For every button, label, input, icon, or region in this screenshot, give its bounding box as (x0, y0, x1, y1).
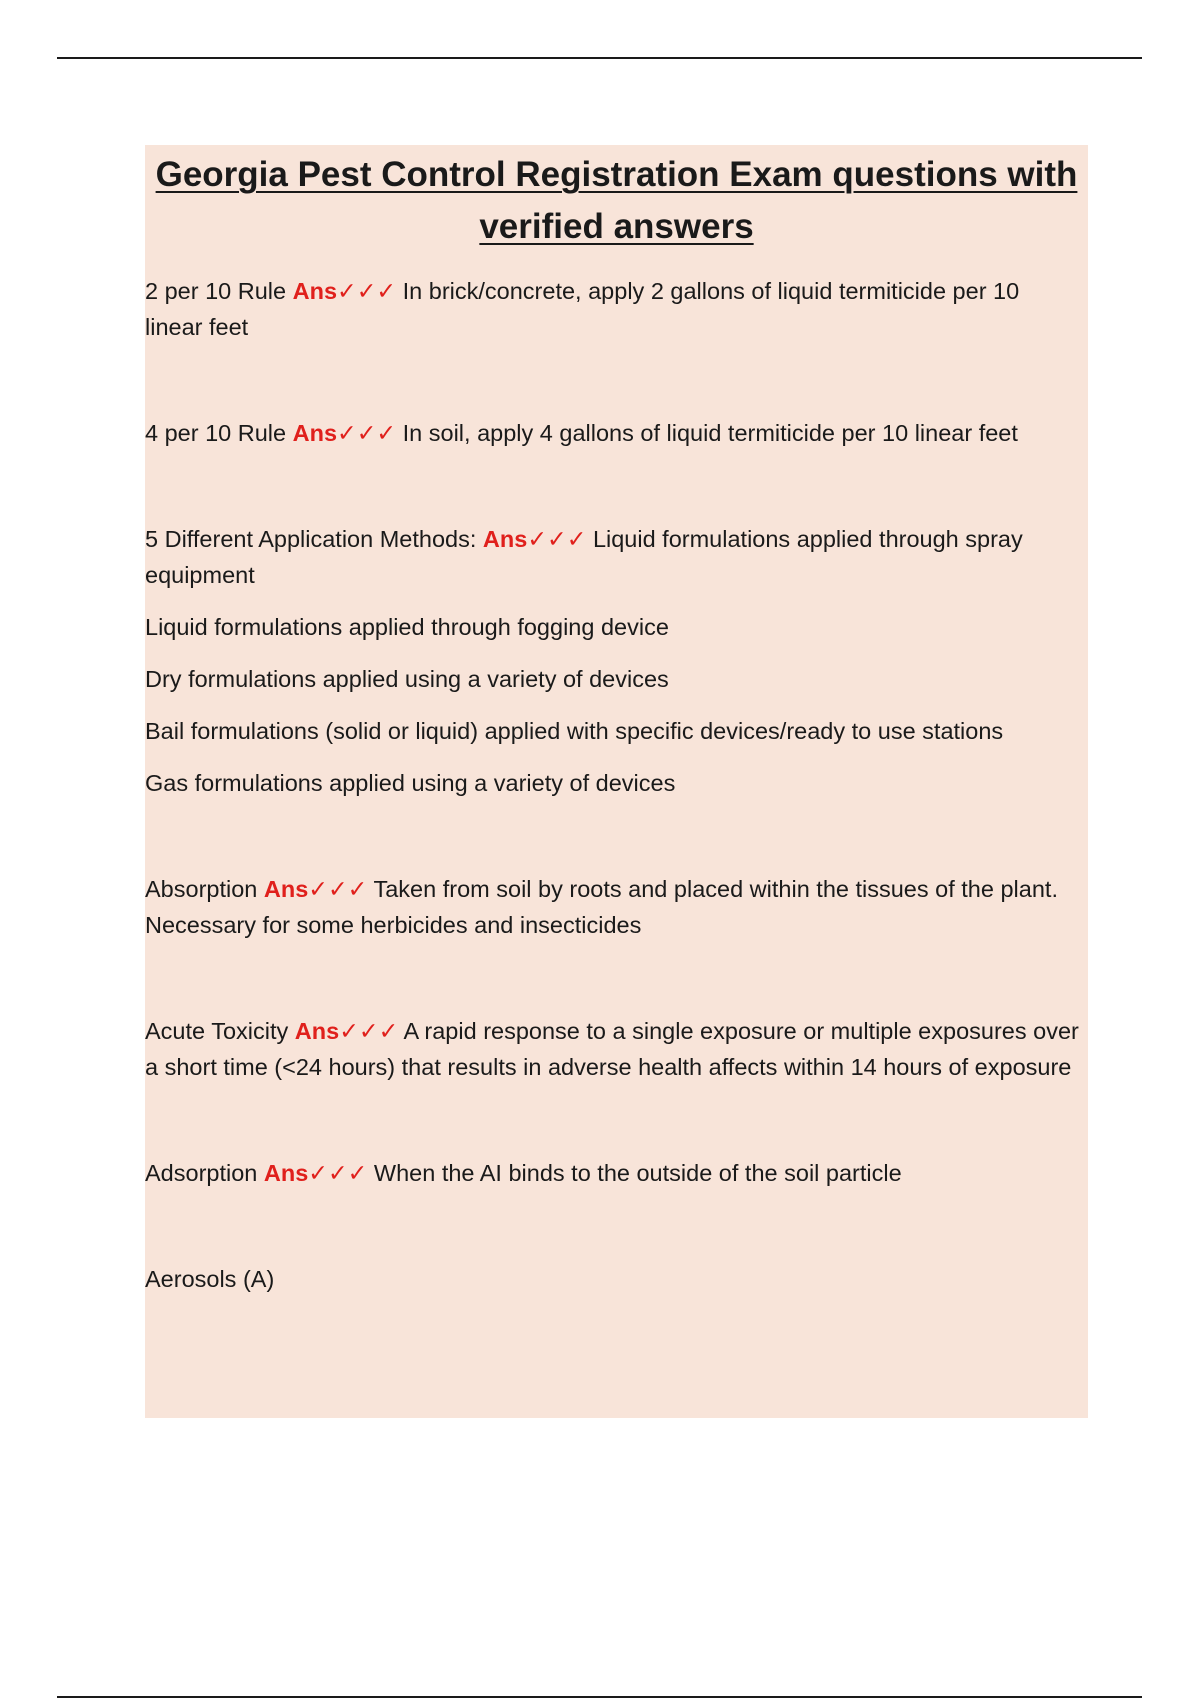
entry-term: 2 per 10 Rule (145, 278, 287, 304)
qa-entry (145, 521, 1088, 593)
checkmark-icon: ✓✓✓ (527, 526, 587, 552)
document-title: Georgia Pest Control Registration Exam questions with verified answers (155, 155, 1078, 246)
entry-answer: Liquid formulations applied through spray equipment (145, 526, 1023, 588)
checkmark-icon: ✓✓✓ (337, 420, 397, 446)
bottom-rule (57, 1696, 1142, 1698)
top-rule (57, 57, 1142, 59)
entry-answer: In brick/concrete, apply 2 gallons of liquid termiticide per 10 linear feet (145, 278, 1020, 340)
entry-term: Acute Toxicity (145, 1018, 289, 1044)
entry-term: Absorption (145, 876, 258, 902)
answer-marker: Ans (292, 420, 338, 446)
qa-entry (145, 415, 1088, 451)
qa-entry (145, 871, 1088, 943)
answer-marker: Ans (263, 1160, 309, 1186)
answer-marker: Ans (292, 278, 338, 304)
entry-term: Aerosols (A) (145, 1266, 275, 1292)
entry-extra-line: Gas formulations applied using a variety of devices (145, 770, 676, 796)
entry-term: 4 per 10 Rule (145, 420, 287, 446)
entry-extra-line: Bail formulations (solid or liquid) applied with specific devices/ready to use stations (145, 718, 1004, 744)
entry-answer: A rapid response to a single exposure or multiple exposures over a short time (<24 hours) that results in adverse health affects within 14 hours of exposure (145, 1018, 1079, 1080)
entry-term: Adsorption (145, 1160, 258, 1186)
entry-answer: In soil, apply 4 gallons of liquid termiticide per 10 linear feet (402, 420, 1018, 446)
checkmark-icon: ✓✓✓ (337, 278, 397, 304)
qa-entry (145, 1155, 1088, 1191)
document-body (145, 145, 1088, 1418)
answer-marker: Ans (482, 526, 528, 552)
entry-extra-line: Liquid formulations applied through fogging device (145, 614, 669, 640)
entry-answer: Taken from soil by roots and placed within the tissues of the plant. Necessary for some herbicides and insecticides (145, 876, 1058, 938)
entry-answer: When the AI binds to the outside of the soil particle (373, 1160, 902, 1186)
qa-entry (145, 1013, 1088, 1085)
qa-entry (145, 1261, 1088, 1297)
entry-term: 5 Different Application Methods: (145, 526, 477, 552)
checkmark-icon: ✓✓✓ (308, 876, 368, 902)
checkmark-icon: ✓✓✓ (308, 1160, 368, 1186)
qa-entry (145, 273, 1088, 345)
answer-marker: Ans (263, 876, 309, 902)
entry-extra-line: Dry formulations applied using a variety of devices (145, 666, 669, 692)
checkmark-icon: ✓✓✓ (339, 1018, 399, 1044)
answer-marker: Ans (294, 1018, 340, 1044)
